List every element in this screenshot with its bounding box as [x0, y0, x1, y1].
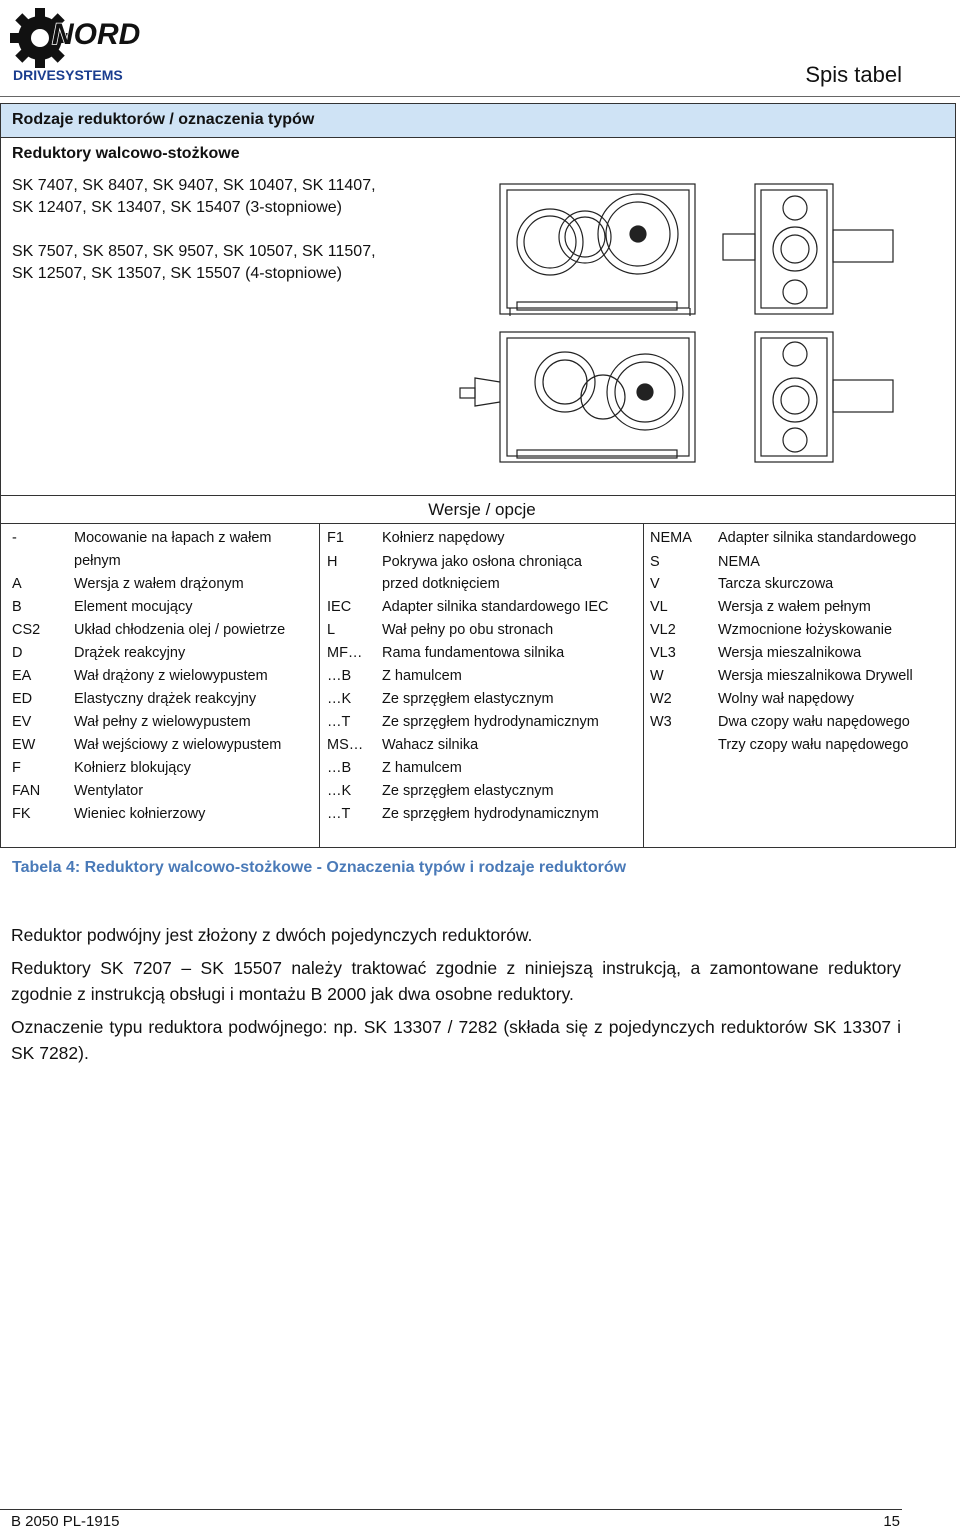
nord-logo	[10, 4, 141, 84]
paragraph: Oznaczenie typu reduktora podwójnego: np. SK 13307 / 7282 (składa się z pojedynczych reduktorów SK 13307 i SK 7282).	[11, 1017, 901, 1063]
four-stage-list	[12, 241, 492, 285]
option-description: Wzmocnione łożyskowanie	[718, 622, 893, 638]
gearbox-drawing	[455, 182, 905, 482]
series-line: SK 12407, SK 13407, SK 15407 (3-stopniowe)	[12, 199, 342, 216]
gearbox-view-front-bottom	[460, 332, 695, 462]
gearbox-view-side-top	[723, 184, 893, 314]
option-code: …B	[327, 760, 352, 776]
option-description: Pokrywa jako osłona chroniąca	[382, 554, 582, 570]
option-description: Z hamulcem	[382, 760, 462, 776]
option-description: Ze sprzęgłem hydrodynamicznym	[382, 714, 599, 730]
option-description: Drążek reakcyjny	[74, 645, 186, 661]
option-code: B	[12, 599, 22, 615]
page-number: 15	[883, 1513, 900, 1530]
option-code: F	[12, 760, 21, 776]
option-description: Wahacz silnika	[382, 737, 479, 753]
option-description: Wał wejściowy z wielowypustem	[74, 737, 282, 753]
option-code: …B	[327, 668, 352, 684]
series-heading: Reduktory walcowo-stożkowe	[12, 145, 240, 162]
option-description: Adapter silnika standardowego	[718, 530, 917, 546]
options-divider	[1, 523, 955, 524]
option-description: Wolny wał napędowy	[718, 691, 854, 707]
option-code: …K	[327, 783, 352, 799]
option-code: -	[12, 530, 17, 546]
option-code: L	[327, 622, 336, 638]
option-description: Wał drążony z wielowypustem	[74, 668, 268, 684]
option-code: VL2	[650, 622, 676, 638]
option-description: Wentylator	[74, 783, 144, 799]
option-description: Wersja z wałem drążonym	[74, 576, 244, 592]
series-line: SK 7407, SK 8407, SK 9407, SK 10407, SK 11407,	[12, 177, 376, 194]
option-code: EW	[12, 737, 36, 753]
option-code: W	[650, 668, 664, 684]
option-code: S	[650, 554, 660, 570]
option-code: D	[12, 645, 23, 661]
header-divider	[0, 96, 960, 97]
option-description: pełnym	[74, 553, 121, 569]
footer-divider	[0, 1509, 902, 1510]
three-stage-list	[12, 175, 492, 219]
option-description: Wał pełny z wielowypustem	[74, 714, 251, 730]
series-line: SK 12507, SK 13507, SK 15507 (4-stopniowe)	[12, 265, 342, 282]
column-divider	[643, 523, 644, 847]
option-description: Ze sprzęgłem elastycznym	[382, 691, 554, 707]
option-description: Adapter silnika standardowego IEC	[382, 599, 609, 615]
option-code: …K	[327, 691, 352, 707]
option-description: Mocowanie na łapach z wałem	[74, 530, 272, 546]
option-description: Wieniec kołnierzowy	[74, 806, 206, 822]
option-description: przed dotknięciem	[382, 576, 500, 592]
options-title	[1, 500, 955, 520]
logo-wordmark: NORD	[52, 18, 141, 51]
option-description: Z hamulcem	[382, 668, 462, 684]
option-code: IEC	[327, 599, 352, 615]
option-description: Układ chłodzenia olej / powietrze	[74, 622, 286, 638]
section-title: Spis tabel	[805, 62, 902, 87]
paragraph: Reduktor podwójny jest złożony z dwóch pojedynczych reduktorów.	[11, 925, 533, 945]
option-description: Kołnierz napędowy	[382, 530, 505, 546]
option-code: …T	[327, 714, 351, 730]
option-code: VL3	[650, 645, 676, 661]
option-description: Kołnierz blokujący	[74, 760, 191, 776]
option-code: CS2	[12, 622, 41, 638]
option-code: W2	[650, 691, 672, 707]
option-code: MS…	[327, 737, 364, 753]
series-line: SK 7507, SK 8507, SK 9507, SK 10507, SK 11507,	[12, 243, 376, 260]
option-description: Element mocujący	[74, 599, 193, 615]
table-header-band	[1, 104, 955, 138]
gearbox-view-side-bottom	[755, 332, 893, 462]
option-description: Dwa czopy wału napędowego	[718, 714, 910, 730]
option-code: H	[327, 554, 338, 570]
logo-subtext: DRIVESYSTEMS	[13, 67, 123, 83]
option-code: NEMA	[650, 530, 692, 546]
gear-types-table	[0, 103, 956, 848]
option-code: FK	[12, 806, 31, 822]
option-description: Wersja mieszalnikowa Drywell	[718, 668, 913, 684]
option-code: …T	[327, 806, 351, 822]
option-description: NEMA	[718, 554, 760, 570]
option-description: Tarcza skurczowa	[718, 576, 834, 592]
gearbox-view-front-top	[500, 184, 695, 316]
option-description: Elastyczny drążek reakcyjny	[74, 691, 257, 707]
option-code: W3	[650, 714, 672, 730]
table-caption: Tabela 4: Reduktory walcowo-stożkowe - Oznaczenia typów i rodzaje reduktorów	[12, 859, 627, 876]
options-title-text: Wersje / opcje	[428, 500, 536, 519]
option-description: Wersja z wałem pełnym	[718, 599, 871, 615]
option-description: Ze sprzęgłem elastycznym	[382, 783, 554, 799]
option-description: Ze sprzęgłem hydrodynamicznym	[382, 806, 599, 822]
option-description: Wał pełny po obu stronach	[382, 622, 554, 638]
option-code: MF…	[327, 645, 363, 661]
option-code: EA	[12, 668, 32, 684]
option-code: ED	[12, 691, 33, 707]
option-code: F1	[327, 530, 344, 546]
option-description: Rama fundamentowa silnika	[382, 645, 565, 661]
paragraph: Reduktory SK 7207 – SK 15507 należy traktować zgodnie z niniejszą instrukcją, a zamontowane reduktory zgodnie z instrukcją obsługi i montażu B 2000 jak dwa osobne reduktory.	[11, 958, 901, 1004]
option-description: Wersja mieszalnikowa	[718, 645, 862, 661]
document-id: B 2050 PL-1915	[11, 1513, 120, 1530]
option-code: A	[12, 576, 22, 592]
option-code: FAN	[12, 783, 41, 799]
type-block	[1, 137, 955, 496]
option-code: V	[650, 576, 660, 592]
column-divider	[319, 523, 320, 847]
option-code: EV	[12, 714, 32, 730]
table-title: Rodzaje reduktorów / oznaczenia typów	[12, 111, 315, 128]
option-code: VL	[650, 599, 668, 615]
option-description: Trzy czopy wału napędowego	[718, 737, 909, 753]
